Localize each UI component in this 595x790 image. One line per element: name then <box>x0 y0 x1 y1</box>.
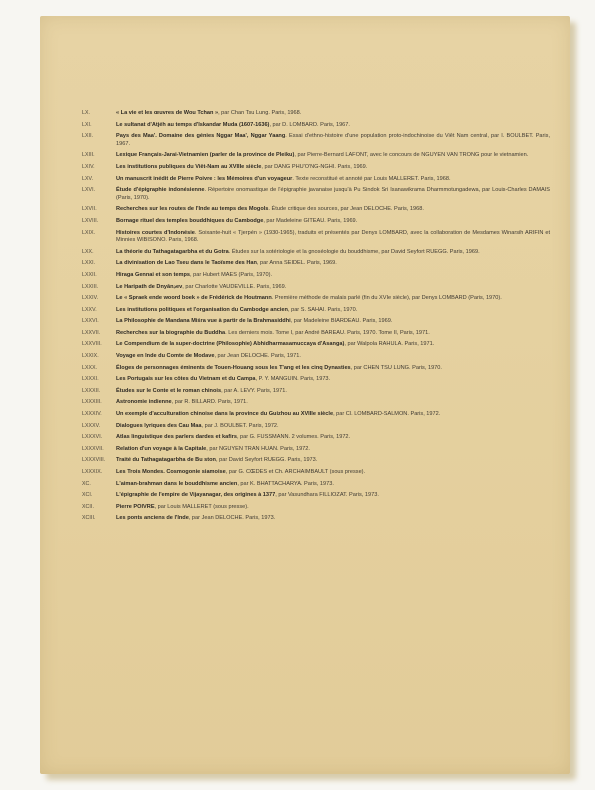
entry-details: , par Charlotte VAUDEVILLE. Paris, 1969. <box>182 283 287 290</box>
entry-details: . Répertoire onomastique de l'épigraphie javanaise jusqu'à Pu Sindok Sri Isanawikrama Dharmmotungadewa, par Louis-Charles DAMAIS (Paris, 1970). <box>116 187 551 201</box>
entry-text <box>116 110 550 118</box>
entry-text <box>116 388 550 396</box>
entry-number: LXXXIV. <box>82 411 102 418</box>
list-item <box>82 411 550 419</box>
list-item <box>82 272 550 280</box>
series-publication-list <box>82 110 550 527</box>
entry-details: . Étude critique des sources, par Jean DELOCHE. Paris, 1968. <box>268 206 424 213</box>
entry-text <box>116 272 550 280</box>
entry-text <box>116 515 550 523</box>
entry-number: LXXVIII. <box>82 341 102 348</box>
book-back-cover <box>40 16 570 774</box>
entry-number: LXII. <box>82 133 94 140</box>
entry-number: LXV. <box>82 175 94 182</box>
entry-details: , par Chan Tsu Lung. Paris, 1968. <box>218 110 302 116</box>
entry-details: , par R. BILLARD. Paris, 1971. <box>171 399 248 406</box>
entry-title: Recherches sur la biographie du Buddha <box>116 329 226 336</box>
entry-title: La Philosophie de Mandana Miśra vue à partir de la Brahmasiddhi <box>116 318 291 325</box>
entry-number: LXXII. <box>82 271 97 278</box>
entry-details: , par G. CŒDES et Ch. ARCHAIMBAULT (sous presse). <box>225 469 366 475</box>
entry-number: LXXVI. <box>82 318 99 325</box>
list-item <box>82 504 550 512</box>
entry-text <box>116 446 550 454</box>
entry-text <box>116 284 550 292</box>
entry-title: Études sur le Conte et le roman chinois <box>116 387 222 394</box>
entry-details: , par G. FUSSMANN. 2 volumes. Paris, 1972. <box>236 434 351 441</box>
entry-title: « La vie et les œuvres de Wou Tchan » <box>116 110 219 116</box>
entry-text <box>116 152 550 160</box>
list-item <box>82 206 550 214</box>
entry-title: L'épigraphie de l'empire de Vijayanagar, des origines à 1377 <box>116 492 276 499</box>
entry-title: Voyage en Inde du Comte de Modave <box>116 353 215 360</box>
entry-number: XCIII. <box>82 515 96 522</box>
list-item <box>82 164 550 172</box>
entry-number: LXXXIII. <box>82 399 102 406</box>
entry-details: . Essai d'ethno-histoire d'une population proto-indochinoise du Viêt Nam central, par I. BOULBET. Paris, 1967. <box>116 133 551 147</box>
entry-details: , par Jean DELOCHE. Paris, 1973. <box>188 515 276 522</box>
list-item <box>82 122 550 130</box>
entry-title: Hiraga Gennai et son temps <box>116 271 190 278</box>
entry-text <box>116 492 550 500</box>
entry-details: , par DANG PHU'O'NG-NGHI. Paris, 1969. <box>261 163 368 170</box>
list-item <box>82 365 550 373</box>
entry-details: . Soixante-huit « Tjerpén » (1930-1965), traduits et présentés par Denys LOMBARD, avec la collaboration de Mesdames Winarsih ARIFIN et Minnies WIBISONO. Paris, 1968. <box>116 229 551 244</box>
entry-number: LXXXIX. <box>82 469 103 475</box>
entry-title: Astronomie indienne <box>116 399 172 406</box>
entry-number: LXIX. <box>82 229 96 236</box>
entry-number: LXXXII. <box>82 387 101 394</box>
list-item <box>82 307 550 315</box>
entry-title: Les institutions publiques du Viêt-Nam au XVIIIe siècle <box>116 163 262 170</box>
list-item <box>82 376 550 384</box>
entry-details: , par Jean DELOCHE. Paris, 1971. <box>214 353 301 360</box>
list-item <box>82 515 550 523</box>
entry-title: Le Haripath de Dnyânدev <box>116 283 183 290</box>
entry-title: Bornage rituel des temples bouddhiques du Cambodge <box>116 217 264 224</box>
entry-text <box>116 218 550 226</box>
entry-details: , par CHEN TSU LUNG. Paris, 1970. <box>350 364 442 371</box>
entry-number: XC. <box>82 480 91 487</box>
list-item <box>82 295 550 303</box>
entry-text <box>116 457 550 465</box>
entry-text <box>116 176 550 184</box>
entry-number: LXX. <box>82 248 94 255</box>
entry-number: LXXIX. <box>82 353 99 360</box>
entry-title: Éloges de personnages éminents de Touen-Houang sous les T'ang et les cinq Dynasties <box>116 364 351 371</box>
entry-text <box>116 481 550 489</box>
entry-text <box>116 206 550 214</box>
entry-details: , par Pierre-Bernard LAFONT, avec le concours de NGUYEN VAN TRONG pour le vietnamien. <box>294 152 529 159</box>
entry-title: La théorie du Tathagatagarbha et du Gotra <box>116 248 229 255</box>
entry-title: Étude d'épigraphie indonésienne <box>116 187 205 194</box>
entry-text <box>116 230 550 245</box>
entry-text <box>116 423 550 431</box>
list-item <box>82 318 550 326</box>
entry-number: LXXXVIII. <box>82 457 106 464</box>
list-item <box>82 230 550 245</box>
list-item <box>82 284 550 292</box>
entry-details: . Les derniers mois. Tome I, par André BAREAU. Paris, 1970. Tome II, Paris, 1971. <box>225 329 430 336</box>
entry-title: Un manuscrit inédit de Pierre Poivre : les Mémoires d'un voyageur <box>116 175 293 182</box>
entry-title: Pierre POIVRE <box>116 503 155 510</box>
list-item <box>82 353 550 361</box>
entry-details: , P. Y. MANGUIN. Paris, 1973. <box>255 376 331 383</box>
entry-number: LXXV. <box>82 306 97 313</box>
list-item <box>82 423 550 431</box>
entry-number: LXIII. <box>82 152 95 159</box>
entry-title: Atlas linguistique des parlers dardes et kafirs <box>116 434 237 441</box>
entry-number: LXIV. <box>82 163 95 170</box>
entry-title: Un exemple d'acculturation chinoise dans la province du Guizhou au XVIIIe siècle <box>116 411 334 418</box>
entry-text <box>116 365 550 373</box>
list-item <box>82 249 550 257</box>
entry-title: Les Trois Mondes. Cosmogonie siamoise <box>116 469 226 475</box>
entry-title: Les ponts anciens de l'Inde <box>116 515 189 522</box>
entry-title: Recherches sur les routes de l'Inde au temps des Mogols <box>116 206 269 213</box>
entry-text <box>116 164 550 172</box>
entry-title: Le sultanat d'Atjéh au temps d'Iskandar Muda (1607-1636) <box>116 121 270 128</box>
list-item <box>82 187 550 202</box>
entry-details: . Études sur la sotériologie et la gnoséologie du bouddhisme, par David Seyfort RUEGG. Paris, 1969. <box>228 248 480 255</box>
list-item <box>82 446 550 454</box>
list-item <box>82 330 550 338</box>
entry-number: LXVI. <box>82 187 96 194</box>
entry-title: La divinisation de Lao Tseu dans le Taoïsme des Han <box>116 260 257 267</box>
entry-title: Pays des Maa'. Domaine des génies Nggar Maa', Nggar Yaang <box>116 133 286 140</box>
entry-number: LXXXVI. <box>82 434 103 441</box>
entry-title: Relation d'un voyage à la Capitale <box>116 445 207 452</box>
entry-title: Le Compendium de la super-doctrine (Philosophie) Abhidharmasamuccaya d'Asanga) <box>116 341 345 348</box>
entry-text <box>116 249 550 257</box>
entry-text <box>116 469 550 477</box>
entry-text <box>116 260 550 268</box>
entry-details: , par Cl. LOMBARD-SALMON. Paris, 1972. <box>333 411 441 418</box>
entry-number: LXI. <box>82 121 92 128</box>
list-item <box>82 399 550 407</box>
list-item <box>82 492 550 500</box>
entry-number: LXXIII. <box>82 283 99 290</box>
entry-details: , par Anna SEIDEL. Paris, 1969. <box>256 260 337 267</box>
entry-text <box>116 307 550 315</box>
entry-text <box>116 133 550 148</box>
entry-title: Les Portugais sur les côtes du Vietnam et du Campa <box>116 376 256 383</box>
entry-number: XCII. <box>82 503 95 510</box>
entry-title: L'aiman-brahman dans le bouddhisme ancien <box>116 480 238 487</box>
entry-details: , par Walpola RAHULA. Paris, 1971. <box>344 341 435 348</box>
list-item <box>82 176 550 184</box>
entry-details: , par Madeleine BIARDEAU. Paris, 1969. <box>290 318 393 325</box>
entry-number: LXXI. <box>82 260 96 267</box>
list-item <box>82 218 550 226</box>
entry-text <box>116 330 550 338</box>
entry-number: LX. <box>82 110 91 116</box>
list-item <box>82 469 550 477</box>
list-item <box>82 434 550 442</box>
entry-text <box>116 504 550 512</box>
list-item <box>82 341 550 349</box>
entry-details: . Texte reconstitué et annoté par Louis MALLERET. Paris, 1968. <box>292 175 451 182</box>
list-item <box>82 457 550 465</box>
entry-number: LXVIII. <box>82 217 99 224</box>
entry-text <box>116 434 550 442</box>
entry-details: , par S. SAHAI. Paris, 1970. <box>287 306 358 313</box>
entry-title: Lexique Français-Jarai-Vietnamien (parler de la province de Pleiku) <box>116 152 295 159</box>
entry-number: LXXXVII. <box>82 445 104 452</box>
list-item <box>82 110 550 118</box>
list-item <box>82 133 550 148</box>
list-item <box>82 152 550 160</box>
entry-details: , par Madeleine GITEAU. Paris, 1969. <box>263 217 358 224</box>
entry-title: Traité du Tathagatagarbha de Bu ston <box>116 457 216 464</box>
entry-number: LXVII. <box>82 206 97 213</box>
entry-title: Les institutions politiques et l'organisation du Cambodge ancien <box>116 306 288 313</box>
entry-details: , par Louis MALLERET (sous presse). <box>154 503 249 510</box>
entry-details: , par Vasundhara FILLIOZAT. Paris, 1973. <box>275 492 379 499</box>
entry-details: , par David Seyfort RUEGG. Paris, 1973. <box>215 457 318 464</box>
entry-text <box>116 295 550 303</box>
entry-details: , par K. BHATTACHARYA. Paris, 1973. <box>237 480 334 487</box>
entry-number: LXXXI. <box>82 376 99 383</box>
entry-details: , par NGUYEN TRAN HUAN. Paris, 1972. <box>206 445 310 452</box>
entry-text <box>116 341 550 349</box>
entry-text <box>116 399 550 407</box>
entry-details: , par D. LOMBARD. Paris, 1967. <box>269 121 350 128</box>
list-item <box>82 260 550 268</box>
entry-text <box>116 318 550 326</box>
entry-number: LXXXV. <box>82 422 101 429</box>
list-item <box>82 481 550 489</box>
entry-details: , par J. BOULBET. Paris, 1972. <box>201 422 279 429</box>
entry-details: . Première méthode de malais parlé (fin du XVIe siècle), par Denys LOMBARD (Paris, 1970). <box>271 295 502 302</box>
entry-details: , par A. LEVY. Paris, 1971. <box>221 387 287 394</box>
entry-title: Le « Spraek ende woord boek » de Frédérick de Houtmann <box>116 295 272 302</box>
entry-number: XCI. <box>82 492 93 499</box>
entry-text <box>116 411 550 419</box>
entry-text <box>116 376 550 384</box>
entry-text <box>116 122 550 130</box>
entry-title: Dialogues lyriques des Cau Maa <box>116 422 202 429</box>
entry-number: LXXIV. <box>82 295 99 302</box>
list-item <box>82 388 550 396</box>
entry-text <box>116 353 550 361</box>
entry-text <box>116 187 550 202</box>
entry-details: , par Hubert MAES (Paris, 1970). <box>189 271 273 278</box>
entry-number: LXXVII. <box>82 329 101 336</box>
entry-title: Histoires courtes d'Indonésie <box>116 229 195 236</box>
entry-number: LXXX. <box>82 364 98 371</box>
